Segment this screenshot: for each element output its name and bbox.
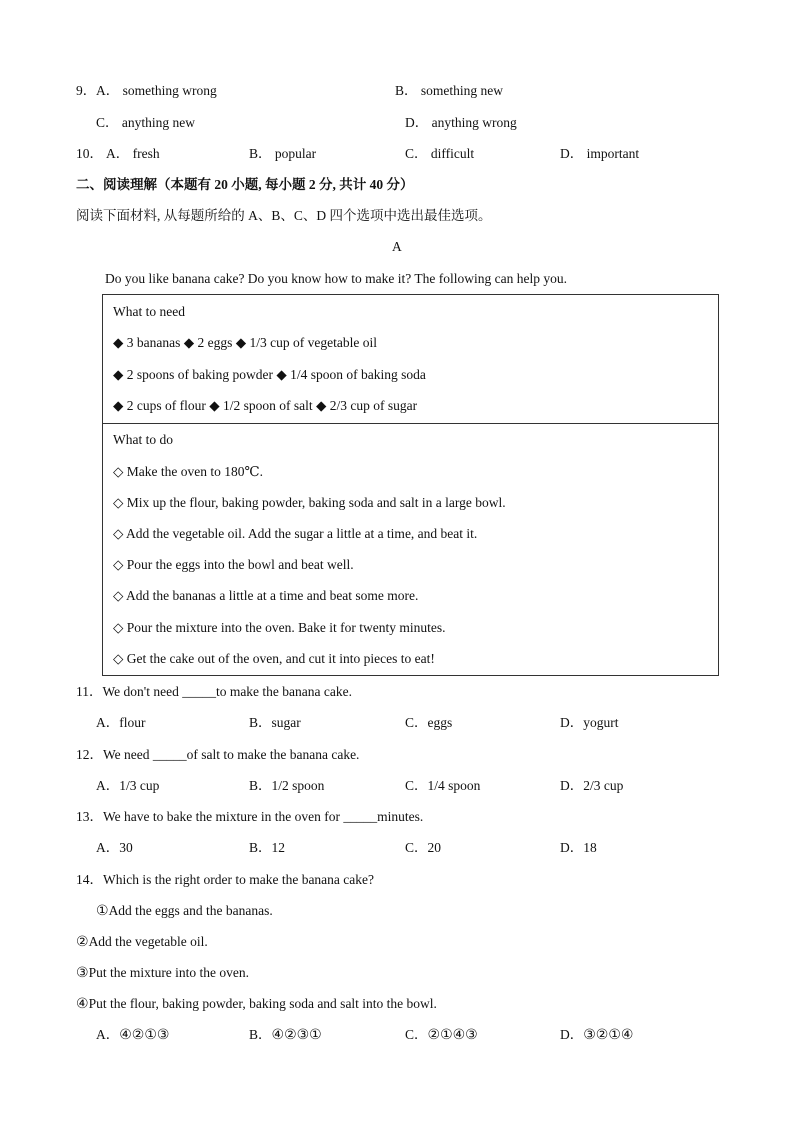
recipe-do-box	[102, 423, 719, 676]
q9-number: 9．	[76, 83, 97, 98]
q11-stem: 11．We don't need _____to make the banana cake.	[76, 684, 352, 699]
q10-option-c[interactable]: C． difficult	[405, 146, 475, 161]
q10-option-a[interactable]: A． fresh	[106, 146, 160, 161]
q14-option-a[interactable]: A．④②①③	[96, 1027, 170, 1043]
q11-option-a[interactable]: A．flour	[96, 715, 146, 730]
need-line: ◆ 2 spoons of baking powder ◆ 1/4 spoon of baking soda	[113, 367, 426, 382]
q10-number: 10．	[76, 146, 103, 161]
q10-option-d[interactable]: D． important	[560, 146, 640, 161]
q14-option-b[interactable]: B．④②③①	[249, 1027, 322, 1043]
q9-option-b[interactable]: B． something new	[395, 83, 504, 98]
do-line: ◇ Mix up the flour, baking powder, baking soda and salt in a large bowl.	[113, 495, 506, 510]
q12-option-b[interactable]: B．1/2 spoon	[249, 778, 325, 793]
do-line: ◇ Add the bananas a little at a time and beat some more.	[113, 588, 419, 603]
do-line: ◇ Make the oven to 180℃.	[113, 464, 263, 479]
q14-step: ③Put the mixture into the oven.	[76, 965, 250, 981]
q12-stem: 12．We need _____of salt to make the banana cake.	[76, 747, 360, 762]
q14-step: ④Put the flour, baking powder, baking soda and salt into the bowl.	[76, 996, 437, 1012]
section-heading: 二、阅读理解（本题有 20 小题, 每小题 2 分, 共计 40 分）	[76, 177, 414, 192]
q14-option-c[interactable]: C．②①④③	[405, 1027, 478, 1043]
q10-option-b[interactable]: B． popular	[249, 146, 317, 161]
do-line: ◇ Get the cake out of the oven, and cut it into pieces to eat!	[113, 651, 435, 666]
q13-option-d[interactable]: D．18	[560, 840, 597, 855]
q11-option-c[interactable]: C．eggs	[405, 715, 453, 730]
q9-option-a[interactable]: A． something wrong	[96, 83, 217, 98]
q9-option-d[interactable]: D． anything wrong	[405, 115, 517, 130]
q12-option-c[interactable]: C．1/4 spoon	[405, 778, 481, 793]
section-instruction: 阅读下面材料, 从每题所给的 A、B、C、D 四个选项中选出最佳选项。	[76, 208, 492, 223]
do-title: What to do	[113, 432, 173, 447]
q13-option-b[interactable]: B．12	[249, 840, 286, 855]
q14-step: ②Add the vegetable oil.	[76, 934, 208, 950]
do-line: ◇ Pour the eggs into the bowl and beat well.	[113, 557, 354, 572]
need-line: ◆ 2 cups of flour ◆ 1/2 spoon of salt ◆ 2/3 cup of sugar	[113, 398, 418, 413]
do-line: ◇ Pour the mixture into the oven. Bake it for twenty minutes.	[113, 620, 446, 635]
q14-stem: 14．Which is the right order to make the banana cake?	[76, 872, 375, 887]
q13-option-a[interactable]: A．30	[96, 840, 133, 855]
q9-option-c[interactable]: C． anything new	[96, 115, 196, 130]
q13-option-c[interactable]: C．20	[405, 840, 442, 855]
q11-option-b[interactable]: B．sugar	[249, 715, 301, 730]
q14-step: ①Add the eggs and the bananas.	[96, 903, 273, 919]
q12-option-d[interactable]: D．2/3 cup	[560, 778, 624, 793]
q11-option-d[interactable]: D．yogurt	[560, 715, 619, 730]
need-line: ◆ 3 bananas ◆ 2 eggs ◆ 1/3 cup of vegetable oil	[113, 335, 377, 350]
q12-option-a[interactable]: A．1/3 cup	[96, 778, 160, 793]
passage-intro: Do you like banana cake? Do you know how to make it? The following can help you.	[105, 271, 568, 286]
q14-option-d[interactable]: D．③②①④	[560, 1027, 634, 1043]
do-line: ◇ Add the vegetable oil. Add the sugar a little at a time, and beat it.	[113, 526, 478, 541]
q13-stem: 13．We have to bake the mixture in the oven for _____minutes.	[76, 809, 424, 824]
passage-label: A	[392, 239, 402, 254]
need-title: What to need	[113, 304, 185, 319]
